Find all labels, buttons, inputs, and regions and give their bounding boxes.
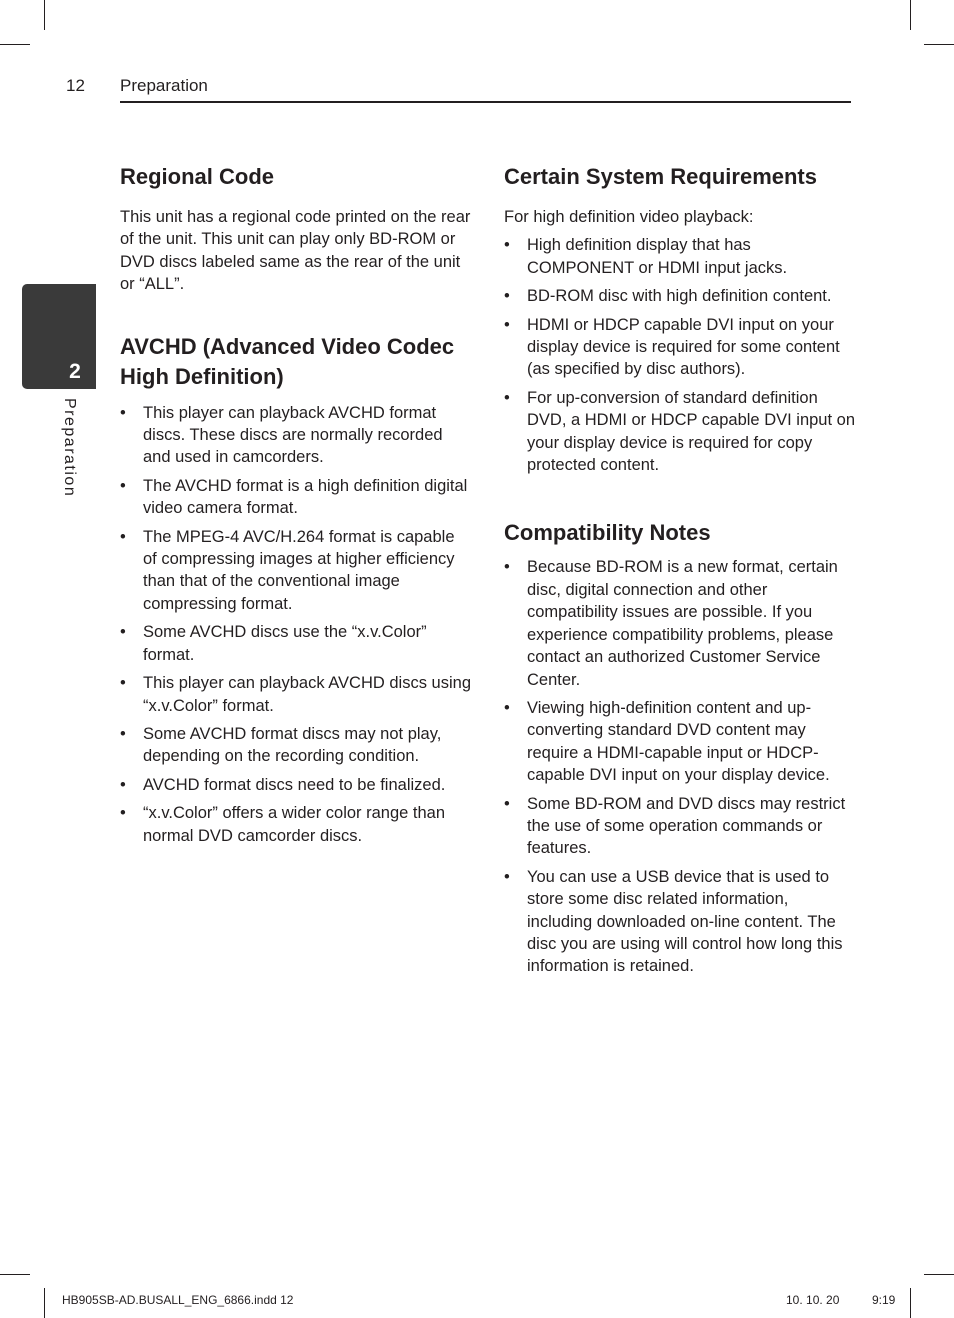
compatibility-notes-heading: Compatibility Notes: [504, 520, 711, 546]
bullet-icon: •: [120, 403, 126, 422]
list-item: • “x.v.Color” offers a wider color range than normal DVD camcorder discs.: [120, 804, 446, 845]
list-item: • The MPEG-4 AVC/H.264 format is capable of compressing images at higher efficiency than that of the conventional image compressing format.: [120, 527, 455, 613]
bullet-icon: •: [120, 623, 126, 642]
page-number: 12: [66, 76, 85, 95]
bullet-icon: •: [504, 287, 510, 306]
system-requirements-heading: Certain System Requirements: [504, 164, 817, 189]
bullet-icon: •: [120, 724, 126, 743]
bullet-icon: •: [504, 698, 510, 717]
list-item: • Because BD-ROM is a new format, certain disc, digital connection and other compatibility issues are possible. If you experience compatibility problems, please contact an authorized Customer Service Center.: [504, 558, 838, 689]
avchd-list: [120, 402, 472, 847]
bullet-icon: •: [504, 236, 510, 255]
crop-mark: [0, 1274, 30, 1275]
crop-mark: [910, 0, 911, 30]
footer-time: 9:19: [872, 1293, 896, 1307]
bullet-icon: •: [504, 388, 510, 407]
bullet-icon: •: [120, 476, 126, 495]
list-item: • High definition display that has COMPONENT or HDMI input jacks.: [504, 236, 788, 277]
list-item: • For up-conversion of standard definition DVD, a HDMI or HDCP capable DVI input on your display device is required for copy protected content.: [504, 388, 855, 475]
list-item: • This player can playback AVCHD discs using “x.v.Color” format.: [120, 674, 472, 715]
list-item: • The AVCHD format is a high definition digital video camera format.: [120, 476, 468, 518]
chapter-tab-number: 2: [69, 360, 81, 383]
header-rule: [120, 101, 851, 103]
list-item: • Some BD-ROM and DVD discs may restrict the use of some operation commands or features.: [504, 794, 846, 858]
crop-mark: [910, 1288, 911, 1318]
list-item: • BD-ROM disc with high definition content.: [504, 285, 856, 307]
crop-mark: [0, 44, 30, 45]
list-item: • This player can playback AVCHD format discs. These discs are normally recorded and used in camcorders.: [120, 403, 443, 467]
regional-code-body: This unit has a regional code printed on the rear of the unit. This unit can play only BD-ROM or DVD discs labeled same as the rear of the unit or “ALL”.: [120, 208, 471, 294]
bullet-icon: •: [504, 315, 510, 334]
footer-filename: HB905SB-AD.BUSALL_ENG_6866.indd 12: [62, 1293, 294, 1307]
crop-mark: [44, 0, 45, 30]
bullet-icon: •: [504, 558, 510, 577]
chapter-tab-label: Preparation: [61, 398, 78, 498]
compatibility-notes-list: [504, 556, 856, 977]
list-item: • HDMI or HDCP capable DVI input on your display device is required for some content (as specified by disc authors).: [504, 315, 840, 379]
crop-mark: [44, 1288, 45, 1318]
crop-mark: [924, 44, 954, 45]
list-item: • Some AVCHD discs use the “x.v.Color” format.: [120, 623, 427, 664]
bullet-icon: •: [504, 867, 510, 886]
bullet-icon: •: [120, 775, 126, 794]
left-column: [120, 162, 472, 853]
list-item: • Some AVCHD format discs may not play, depending on the recording condition.: [120, 724, 442, 766]
system-requirements-list: [504, 234, 856, 476]
running-header: Preparation: [120, 76, 208, 95]
avchd-heading: AVCHD (Advanced Video Codec High Definition): [120, 333, 455, 389]
list-item: • AVCHD format discs need to be finalized.: [120, 774, 472, 796]
bullet-icon: •: [120, 674, 126, 693]
regional-code-heading: Regional Code: [120, 164, 275, 189]
system-requirements-intro: For high definition video playback:: [504, 208, 754, 226]
list-item: • You can use a USB device that is used to store some disc related information, including downloaded on-line content. The disc you are using will control how long this information is retained.: [504, 867, 843, 976]
right-column: [504, 162, 856, 984]
bullet-icon: •: [504, 794, 510, 813]
bullet-icon: •: [120, 804, 126, 823]
list-item: • Viewing high-definition content and up-converting standard DVD content may require a HDMI-capable input or HDCP-capable DVI input on your display device.: [504, 698, 830, 785]
crop-mark: [924, 1274, 954, 1275]
bullet-icon: •: [120, 527, 126, 546]
footer-date: 10. 10. 20: [786, 1293, 840, 1307]
